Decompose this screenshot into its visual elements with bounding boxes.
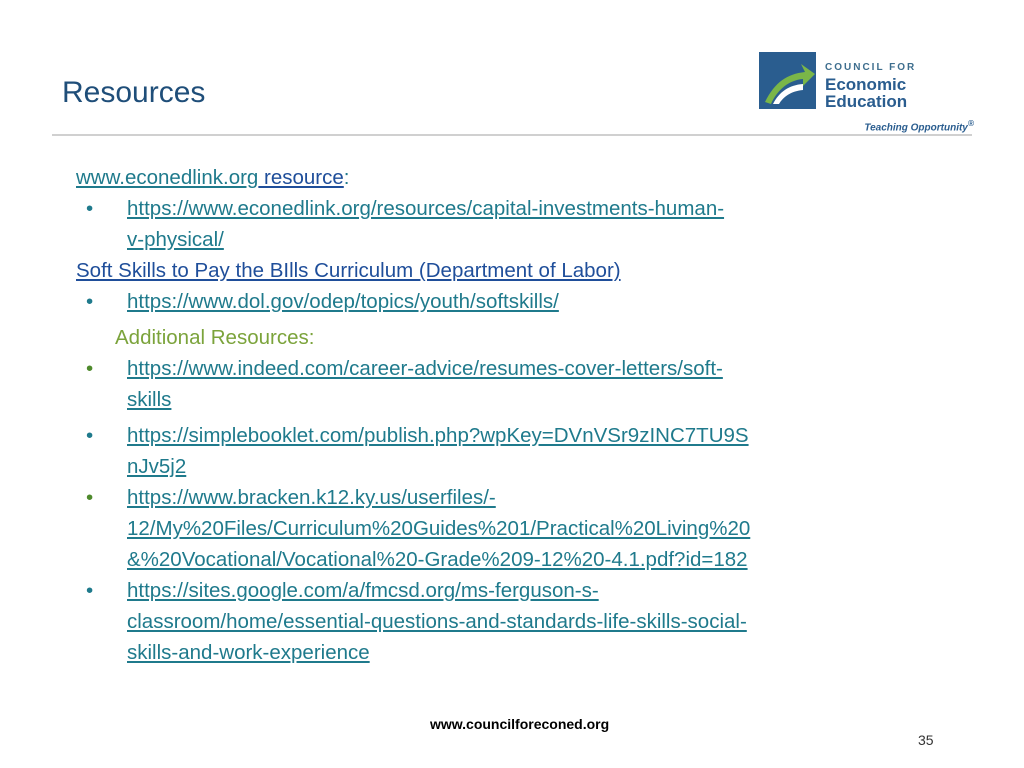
bullet-icon: •	[86, 357, 94, 380]
cee-logo	[759, 52, 974, 136]
econedlink-site-link[interactable]: www.econedlink.org	[76, 166, 259, 189]
cee-logo-mark-icon	[759, 52, 816, 109]
econedlink-resource-link[interactable]: resource	[258, 166, 344, 189]
logo-tagline-text: Teaching Opportunity	[864, 122, 968, 134]
bullet-icon: •	[86, 486, 94, 509]
resources-list	[76, 162, 876, 668]
list-item-google-sites	[76, 575, 876, 668]
bullet-icon: •	[86, 579, 94, 602]
logo-economic: Economic	[825, 75, 907, 94]
footer-url: www.councilforeconed.org	[430, 716, 610, 732]
softskills-heading-link[interactable]: Soft Skills to Pay the BIlls Curriculum (Department of Labor)	[76, 259, 621, 282]
econedlink-heading	[76, 162, 876, 193]
page-number: 35	[918, 732, 934, 748]
indeed-url-link[interactable]: https://www.indeed.com/career-advice/resumes-cover-letters/soft- skills	[127, 357, 723, 411]
logo-tagline	[864, 118, 974, 133]
bracken-url-link[interactable]: https://www.bracken.k12.ky.us/userfiles/- 12/My%20Files/Curriculum%20Guides%201/Practical%20Living%20 &%20Vocational/Vocational%20-Grade%209-12%20-4.1.pdf?id=182	[127, 486, 751, 571]
additional-resources-label: Additional Resources:	[115, 326, 315, 349]
logo-education: Education	[825, 92, 908, 111]
logo-name	[825, 76, 907, 110]
dol-url-link[interactable]: https://www.dol.gov/odep/topics/youth/softskills/	[127, 290, 559, 313]
list-item-indeed	[76, 353, 876, 415]
list-item-econedlink	[76, 193, 876, 255]
list-item-bracken	[76, 482, 876, 575]
simplebooklet-url-link[interactable]: https://simplebooklet.com/publish.php?wpKey=DVnVSr9zINC7TU9S nJv5j2	[127, 424, 749, 478]
econedlink-url-link[interactable]: https://www.econedlink.org/resources/capital-investments-human- v-physical/	[127, 197, 725, 251]
google-sites-url-link[interactable]: https://sites.google.com/a/fmcsd.org/ms-ferguson-s- classroom/home/essential-questions-and-standards-life-skills-social- skills-and-work-experience	[127, 579, 747, 664]
bullet-icon: •	[86, 290, 94, 313]
econedlink-colon: :	[343, 166, 350, 189]
slide-title: Resources	[62, 76, 206, 109]
list-item-simplebooklet	[76, 420, 876, 482]
bullet-icon: •	[86, 197, 94, 220]
logo-trademark: ®	[967, 118, 974, 128]
bullet-icon: •	[86, 424, 94, 447]
logo-council-for: COUNCIL FOR	[825, 62, 917, 73]
list-item-dol	[76, 286, 876, 317]
